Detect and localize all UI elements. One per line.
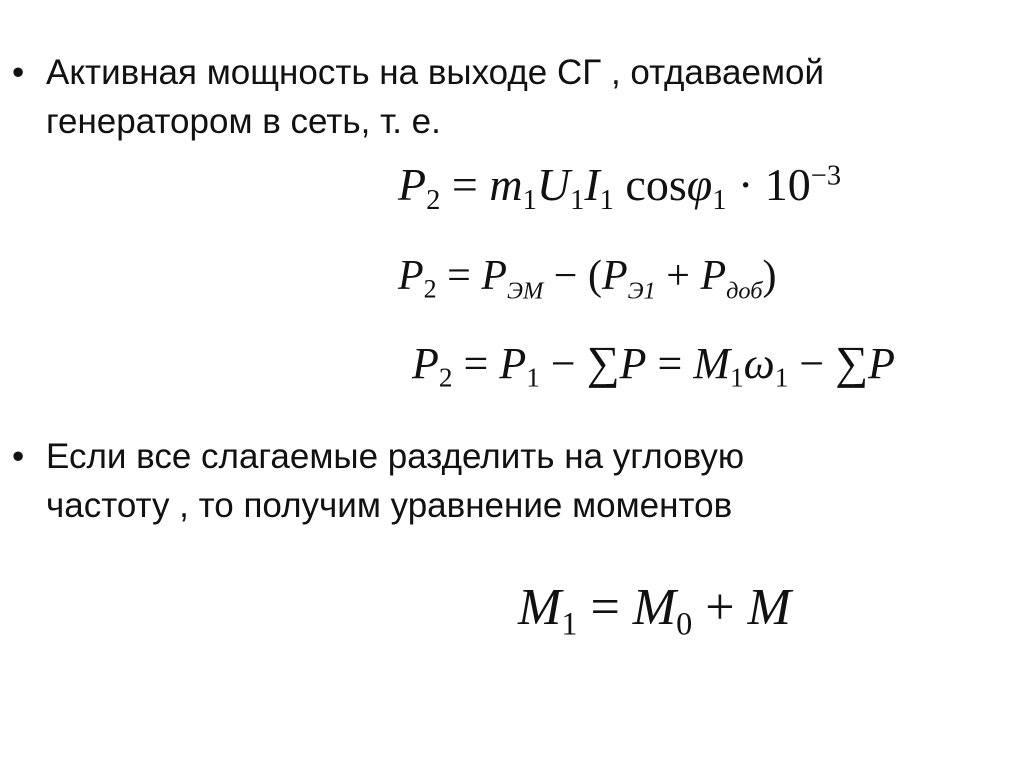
bullet-marker: • [12,437,25,476]
bullet-text-line: Активная мощность на выходе СГ , отдаваемой [46,53,825,92]
bullet-torque-equation [12,432,745,530]
bullet-active-power [12,48,825,146]
bullet-marker: • [12,53,25,92]
formula-power-balance-losses: $P_2 = P_{ЭМ} - (P_{Э1} + P_{доб})$ [398,253,777,305]
formula-power-output: $P_2 = m_1U_1I_1$ $\cos\varphi_1 \cdot 10^{-3}$ [398,159,842,217]
bullet-text-line: частоту , то получим уравнение моментов [46,486,733,525]
bullet-text-line: генератором в сеть, т. е. [46,102,441,141]
bullet-text-line: Если все слагаемые разделить на угловую [46,437,745,476]
formula-power-sum: $P_2 = P_1 - \sum P = M_1\omega_1 - \sum P$ [412,337,896,393]
formula-torque-balance: $M_1 = M_0 + M$ [518,579,791,642]
